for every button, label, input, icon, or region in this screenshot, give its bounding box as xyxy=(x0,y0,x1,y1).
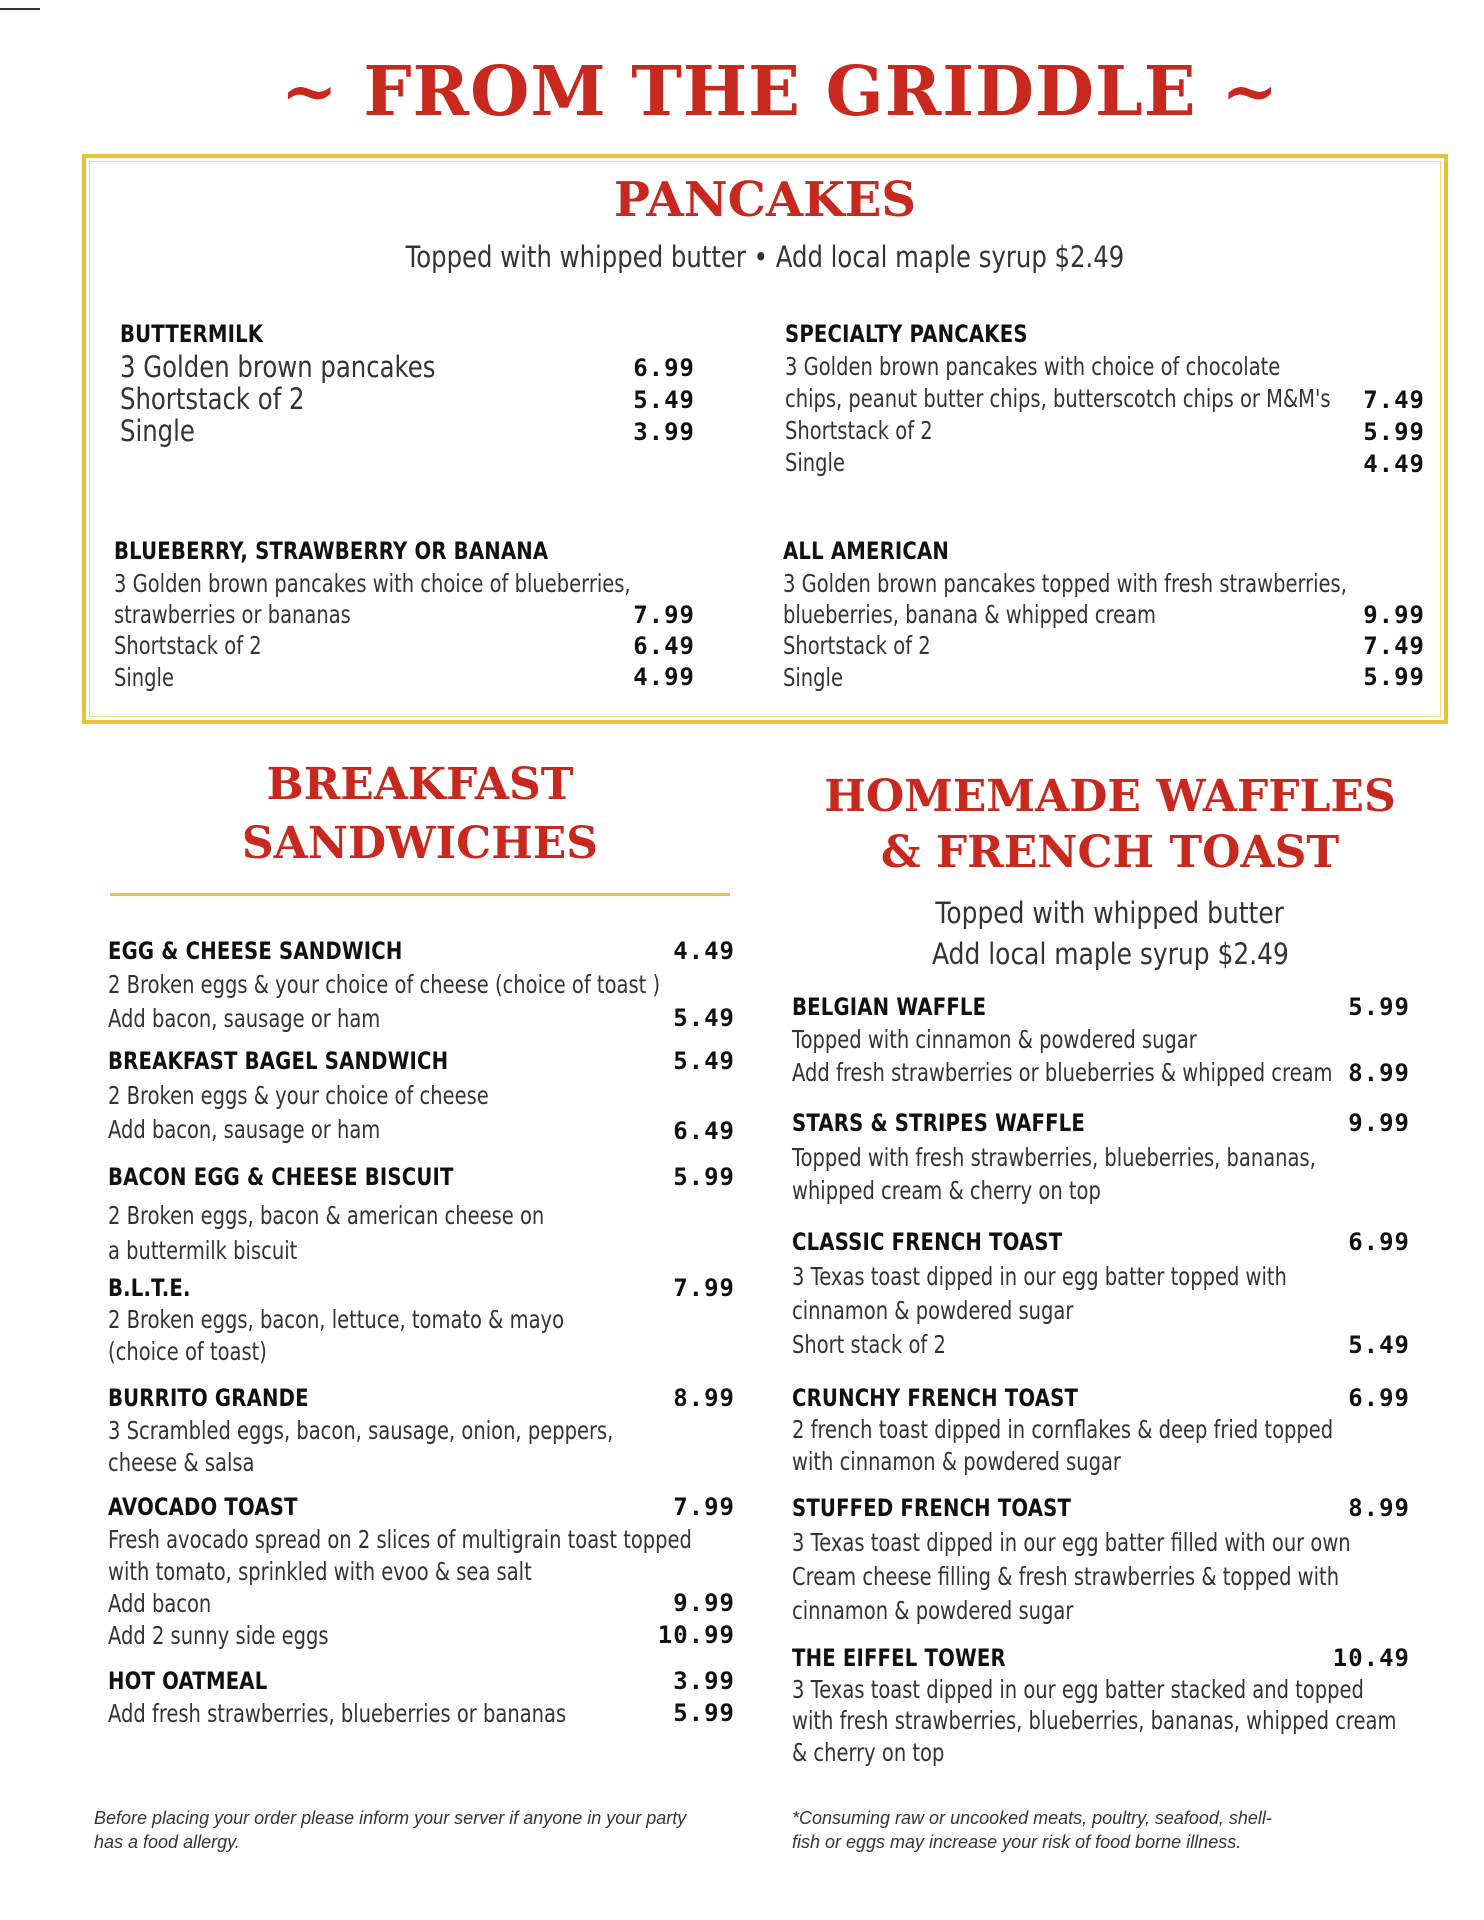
american-single: Single xyxy=(783,663,843,692)
item-name-biscuit: BACON EGG & CHEESE BISCUIT xyxy=(108,1163,454,1191)
avocado-add-1-price: 9.99 xyxy=(673,1589,735,1617)
item-name-belgian-waffle: BELGIAN WAFFLE xyxy=(792,993,987,1021)
buttermilk-price-2: 5.49 xyxy=(633,386,695,414)
bagel-add-price: 6.49 xyxy=(673,1117,735,1145)
item-name-stars-stripes-waffle: STARS & STRIPES WAFFLE xyxy=(792,1109,1085,1137)
allergy-note-line-2: has a food allergy. xyxy=(94,1832,240,1852)
classic-price: 6.99 xyxy=(1348,1228,1410,1256)
crunchy-desc-2: with cinnamon & powdered sugar xyxy=(792,1447,1121,1476)
american-desc-1: 3 Golden brown pancakes topped with fresh strawberries, xyxy=(783,569,1347,598)
belgian-add: Add fresh strawberries or blueberries & whipped cream xyxy=(792,1058,1333,1087)
avocado-add-2: Add 2 sunny side eggs xyxy=(108,1621,329,1650)
fruit-price-3: 4.99 xyxy=(633,663,695,691)
item-name-all-american: ALL AMERICAN xyxy=(783,537,950,565)
american-desc-2: blueberries, banana & whipped cream xyxy=(783,600,1157,629)
buttermilk-price-3: 3.99 xyxy=(633,418,695,446)
eiffel-desc-2: with fresh strawberries, blueberries, bananas, whipped cream xyxy=(792,1706,1397,1735)
egg-cheese-desc: 2 Broken eggs & your choice of cheese (choice of toast ) xyxy=(108,970,661,999)
specialty-short: Shortstack of 2 xyxy=(785,416,933,445)
avocado-price: 7.99 xyxy=(673,1493,735,1521)
oatmeal-add-price: 5.99 xyxy=(673,1699,735,1727)
buttermilk-price-1: 6.99 xyxy=(633,354,695,382)
classic-short-price: 5.49 xyxy=(1348,1331,1410,1359)
waffles-sub-1-wrap xyxy=(790,896,1430,930)
blte-desc-1: 2 Broken eggs, bacon, lettuce, tomato & mayo xyxy=(108,1305,564,1334)
item-name-crunchy-french-toast: CRUNCHY FRENCH TOAST xyxy=(792,1384,1079,1412)
stars-desc-1: Topped with fresh strawberries, blueberries, bananas, xyxy=(792,1143,1316,1172)
avocado-desc-2: with tomato, sprinkled with evoo & sea salt xyxy=(108,1557,532,1586)
avocado-add-1: Add bacon xyxy=(108,1589,212,1618)
item-name-eiffel-tower: THE EIFFEL TOWER xyxy=(792,1644,1006,1672)
belgian-price: 5.99 xyxy=(1348,993,1410,1021)
item-name-stuffed-french-toast: STUFFED FRENCH TOAST xyxy=(792,1494,1072,1522)
item-name-buttermilk: BUTTERMILK xyxy=(120,320,264,348)
american-short: Shortstack of 2 xyxy=(783,631,931,660)
waffles-sub-1: Topped with whipped butter xyxy=(935,896,1285,930)
waffles-title-1: HOMEMADE WAFFLES xyxy=(824,771,1396,822)
burrito-desc-2: cheese & salsa xyxy=(108,1448,255,1477)
crunchy-price: 6.99 xyxy=(1348,1384,1410,1412)
crunchy-desc-1: 2 french toast dipped in cornflakes & deep fried topped xyxy=(792,1415,1334,1444)
buttermilk-line-1: 3 Golden brown pancakes xyxy=(120,350,436,384)
allergy-note-line-1: Before placing your order please inform your server if anyone in your party xyxy=(94,1808,687,1828)
pancakes-subtitle-wrap xyxy=(82,240,1448,274)
buttermilk-line-3: Single xyxy=(120,414,195,448)
allergy-note xyxy=(94,1806,686,1854)
egg-cheese-add: Add bacon, sausage or ham xyxy=(108,1004,381,1033)
specialty-price-3: 4.49 xyxy=(1363,450,1425,478)
stars-desc-2: whipped cream & cherry on top xyxy=(792,1176,1101,1205)
fruit-desc-2: strawberries or bananas xyxy=(114,600,351,629)
specialty-single: Single xyxy=(785,448,845,477)
eiffel-desc-3: & cherry on top xyxy=(792,1738,945,1767)
belgian-desc: Topped with cinnamon & powdered sugar xyxy=(792,1025,1197,1054)
fruit-desc-1: 3 Golden brown pancakes with choice of blueberries, xyxy=(114,569,631,598)
sandwiches-title-1: BREAKFAST xyxy=(266,759,574,810)
specialty-price-2: 5.99 xyxy=(1363,418,1425,446)
biscuit-price: 5.99 xyxy=(673,1163,735,1191)
eiffel-desc-1: 3 Texas toast dipped in our egg batter stacked and topped xyxy=(792,1675,1364,1704)
oatmeal-price: 3.99 xyxy=(673,1667,735,1695)
biscuit-desc-1: 2 Broken eggs, bacon & american cheese on xyxy=(108,1201,545,1230)
biscuit-desc-2: a buttermilk biscuit xyxy=(108,1236,298,1265)
eiffel-price: 10.49 xyxy=(1332,1644,1410,1672)
item-name-burrito-grande: BURRITO GRANDE xyxy=(108,1384,309,1412)
classic-desc-2: cinnamon & powdered sugar xyxy=(792,1296,1074,1325)
item-name-blte: B.L.T.E. xyxy=(108,1274,191,1302)
stuffed-desc-3: cinnamon & powdered sugar xyxy=(792,1596,1074,1625)
specialty-desc-2: chips, peanut butter chips, butterscotch chips or M&M's xyxy=(785,384,1331,413)
american-price-3: 5.99 xyxy=(1363,663,1425,691)
raw-food-note-line-2: fish or eggs may increase your risk of food borne illness. xyxy=(792,1832,1242,1852)
classic-desc-1: 3 Texas toast dipped in our egg batter topped with xyxy=(792,1262,1287,1291)
bagel-add: Add bacon, sausage or ham xyxy=(108,1115,381,1144)
oatmeal-add: Add fresh strawberries, blueberries or bananas xyxy=(108,1699,567,1728)
bagel-desc: 2 Broken eggs & your choice of cheese xyxy=(108,1081,489,1110)
bagel-price: 5.49 xyxy=(673,1047,735,1075)
page-title: ~ FROM THE GRIDDLE ~ xyxy=(280,52,1280,132)
raw-food-note-line-1: *Consuming raw or uncooked meats, poultry, seafood, shell- xyxy=(792,1808,1272,1828)
stuffed-desc-1: 3 Texas toast dipped in our egg batter filled with our own xyxy=(792,1528,1351,1557)
belgian-add-price: 8.99 xyxy=(1348,1059,1410,1087)
stuffed-price: 8.99 xyxy=(1348,1494,1410,1522)
burrito-desc-1: 3 Scrambled eggs, bacon, sausage, onion, peppers, xyxy=(108,1416,614,1445)
blte-price: 7.99 xyxy=(673,1274,735,1302)
fruit-price-1: 7.99 xyxy=(633,601,695,629)
pancakes-title: PANCAKES xyxy=(613,172,917,228)
waffles-sub-2-wrap xyxy=(790,937,1430,971)
fruit-short: Shortstack of 2 xyxy=(114,631,262,660)
sandwiches-divider xyxy=(110,893,730,896)
burrito-price: 8.99 xyxy=(673,1384,735,1412)
blte-desc-2: (choice of toast) xyxy=(108,1337,267,1366)
item-name-specialty-pancakes: SPECIALTY PANCAKES xyxy=(785,320,1028,348)
raw-food-note xyxy=(792,1806,1272,1854)
item-name-avocado-toast: AVOCADO TOAST xyxy=(108,1493,298,1521)
waffles-title-2: & FRENCH TOAST xyxy=(880,827,1340,878)
classic-short: Short stack of 2 xyxy=(792,1330,946,1359)
item-name-egg-cheese: EGG & CHEESE SANDWICH xyxy=(108,937,403,965)
avocado-desc-1: Fresh avocado spread on 2 slices of multigrain toast topped xyxy=(108,1525,692,1554)
avocado-add-2-price: 10.99 xyxy=(657,1621,735,1649)
fruit-single: Single xyxy=(114,663,174,692)
buttermilk-line-2: Shortstack of 2 xyxy=(120,382,305,416)
stars-price: 9.99 xyxy=(1348,1109,1410,1137)
stuffed-desc-2: Cream cheese filling & fresh strawberries & topped with xyxy=(792,1562,1340,1591)
pancakes-subtitle: Topped with whipped butter • Add local maple syrup $2.49 xyxy=(405,240,1125,274)
fruit-price-2: 6.49 xyxy=(633,632,695,660)
american-price-1: 9.99 xyxy=(1363,601,1425,629)
egg-cheese-add-price: 5.49 xyxy=(673,1004,735,1032)
american-price-2: 7.49 xyxy=(1363,632,1425,660)
sandwiches-title-2: SANDWICHES xyxy=(241,818,599,869)
waffles-sub-2: Add local maple syrup $2.49 xyxy=(931,937,1289,971)
specialty-desc-1: 3 Golden brown pancakes with choice of chocolate xyxy=(785,352,1281,381)
egg-cheese-price: 4.49 xyxy=(673,937,735,965)
item-name-fruit-pancakes: BLUEBERRY, STRAWBERRY OR BANANA xyxy=(114,537,549,565)
item-name-classic-french-toast: CLASSIC FRENCH TOAST xyxy=(792,1228,1063,1256)
item-name-bagel-sandwich: BREAKFAST BAGEL SANDWICH xyxy=(108,1047,449,1075)
specialty-price-1: 7.49 xyxy=(1363,386,1425,414)
item-name-hot-oatmeal: HOT OATMEAL xyxy=(108,1667,268,1695)
top-edge-line xyxy=(0,8,40,10)
